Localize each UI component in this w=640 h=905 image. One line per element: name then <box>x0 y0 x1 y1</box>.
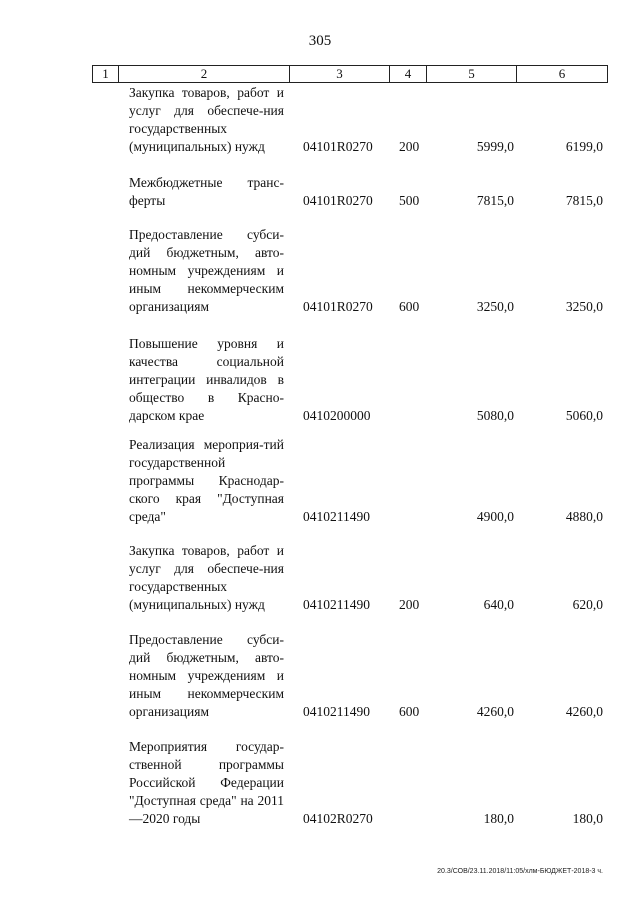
row-amount-col5: 4900,0 <box>476 509 514 524</box>
row-amount-col6: 4260,0 <box>565 704 603 719</box>
row-amount-col5: 5999,0 <box>476 139 514 154</box>
row-code: 04102R0270 <box>303 811 373 826</box>
row-code: 04101R0270 <box>303 139 373 154</box>
row-amount-col6: 180,0 <box>572 811 603 826</box>
row-code: 0410200000 <box>303 408 371 423</box>
row-description: Предоставление субси-дий бюджетным, авто-номным учреждениям и иным некоммерческим организациям <box>129 227 284 314</box>
row-amount-col6: 6199,0 <box>565 139 603 154</box>
row-code: 04101R0270 <box>303 299 373 314</box>
row-description: Реализация мероприя-тий государственной программы Краснодар-ского края "Доступная среда" <box>129 437 284 524</box>
row-amount-col6: 620,0 <box>572 597 603 612</box>
row-code: 04101R0270 <box>303 193 373 208</box>
column-header-4: 4 <box>389 65 427 83</box>
table-row <box>0 227 640 316</box>
column-header-6: 6 <box>516 65 608 83</box>
row-amount-col6: 7815,0 <box>565 193 603 208</box>
row-code: 0410211490 <box>303 597 370 612</box>
table-row <box>0 544 640 614</box>
row-amount-col5: 3250,0 <box>476 299 514 314</box>
table-row <box>0 336 640 425</box>
row-expense-type: 500 <box>399 193 420 208</box>
row-description: Межбюджетные транс-ферты <box>129 175 284 208</box>
row-amount-col6: 3250,0 <box>565 299 603 314</box>
column-header-5: 5 <box>426 65 517 83</box>
column-header-3: 3 <box>289 65 390 83</box>
row-amount-col5: 7815,0 <box>476 193 514 208</box>
row-expense-type: 600 <box>399 299 420 314</box>
table-row <box>0 632 640 721</box>
row-amount-col5: 5080,0 <box>476 408 514 423</box>
table-row <box>0 437 640 526</box>
row-expense-type: 200 <box>399 139 420 154</box>
row-amount-col6: 4880,0 <box>565 509 603 524</box>
page-number: 305 <box>308 33 332 49</box>
row-description: Повышение уровня и качества социальной интеграции инвалидов в общество в Красно-дарском крае <box>129 336 284 423</box>
row-description: Предоставление субси-дий бюджетным, авто-номным учреждениям и иным некоммерческим организациям <box>129 632 284 719</box>
row-amount-col6: 5060,0 <box>565 408 603 423</box>
row-expense-type: 200 <box>399 597 420 612</box>
row-amount-col5: 180,0 <box>483 811 514 826</box>
document-footer-code: 20.3/СОВ/23.11.2018/11:05/хлм-БЮДЖЕТ-2018-3 ч. <box>437 868 603 875</box>
column-header-2: 2 <box>118 65 290 83</box>
row-description: Закупка товаров, работ и услуг для обеспече-ния государственных (муниципальных) нужд <box>129 85 284 154</box>
row-description: Мероприятия государ-ственной программы Российской Федерации "Доступная среда" на 2011—2020 годы <box>129 739 284 826</box>
table-row <box>0 174 640 210</box>
table-row <box>0 739 640 828</box>
row-code: 0410211490 <box>303 704 370 719</box>
column-header-1: 1 <box>92 65 119 83</box>
row-amount-col5: 640,0 <box>483 597 514 612</box>
table-row <box>0 86 640 156</box>
row-expense-type: 600 <box>399 704 420 719</box>
row-description: Закупка товаров, работ и услуг для обеспече-ния государственных (муниципальных) нужд <box>129 543 284 612</box>
row-code: 0410211490 <box>303 509 370 524</box>
row-amount-col5: 4260,0 <box>476 704 514 719</box>
